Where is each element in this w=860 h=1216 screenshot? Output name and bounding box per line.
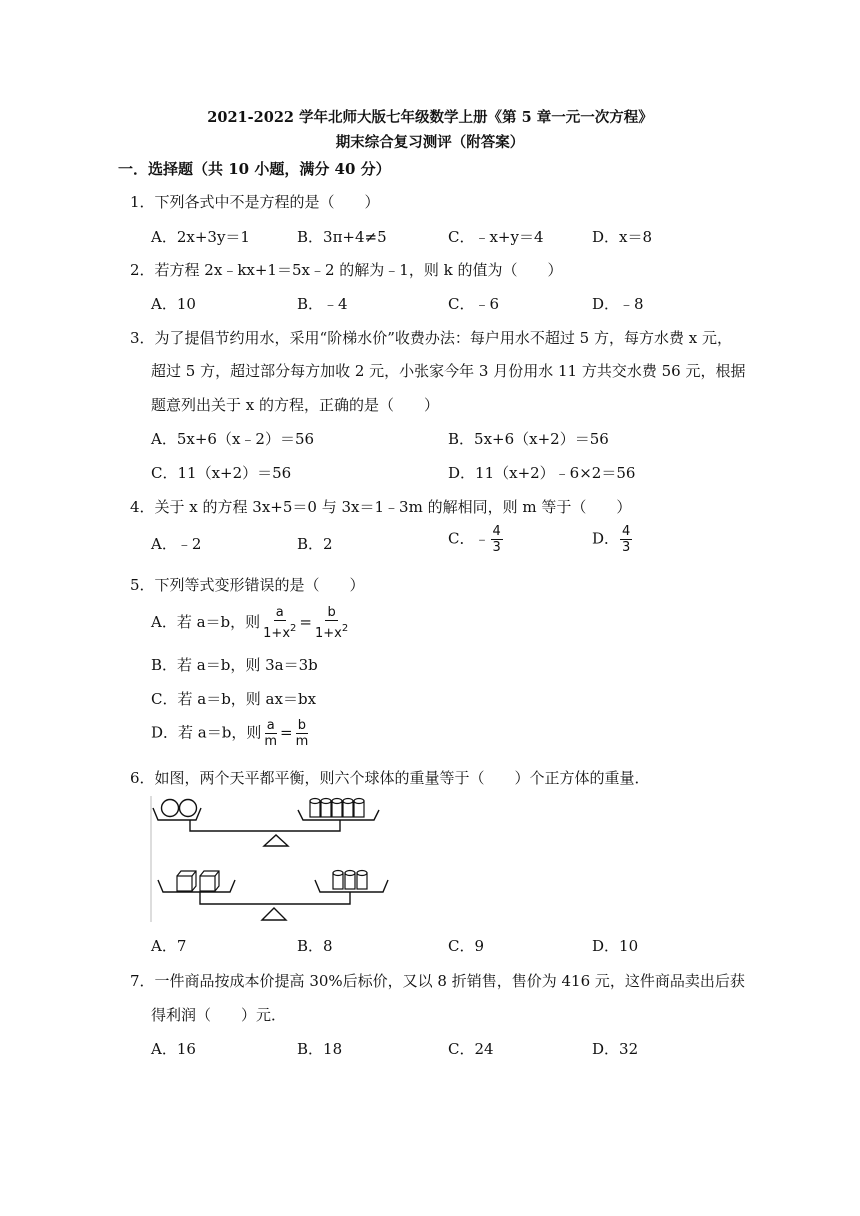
cylinder-top xyxy=(354,799,364,804)
equals-sign: = xyxy=(280,723,293,742)
question-6-stem: 6．如图，两个天平都平衡，则六个球体的重量等于（ ）个正方体的重量． xyxy=(130,769,650,787)
fulcrum-icon xyxy=(262,908,286,920)
question-2-option-c: C．﹣6 xyxy=(448,295,500,313)
question-3-option-b: B．5x+6（x+2）＝56 xyxy=(448,430,609,448)
top-balance-scale xyxy=(153,799,379,847)
fraction-b-over-m xyxy=(294,718,311,749)
question-3-option-c: C．11（x+2）＝56 xyxy=(151,464,292,482)
sphere-icon xyxy=(180,800,197,817)
question-4-stem: 4．关于 x 的方程 3x+5＝0 与 3x＝1﹣3m 的解相同，则 m 等于（ ） xyxy=(130,498,632,516)
question-5-option-a xyxy=(151,605,351,641)
question-1-stem: 1．下列各式中不是方程的是（ ） xyxy=(130,193,380,211)
section-heading: 一．选择题（共 10 小题，满分 40 分） xyxy=(118,160,391,178)
balance-scales-figure xyxy=(150,794,390,924)
question-4-option-d xyxy=(592,524,633,555)
question-3-option-d: D．11（x+2）﹣6×2＝56 xyxy=(448,464,636,482)
cylinder-top xyxy=(321,799,331,804)
cube-icon xyxy=(200,876,215,891)
question-5-stem: 5．下列等式变形错误的是（ ） xyxy=(130,576,365,594)
fraction-four-thirds xyxy=(620,524,632,555)
cylinder-top xyxy=(343,799,353,804)
question-4-option-c xyxy=(448,524,504,555)
exponent: 2 xyxy=(290,623,297,634)
option-label: C． xyxy=(448,529,475,548)
question-2-option-b: B．﹣4 xyxy=(297,295,348,313)
question-4-option-b: B．2 xyxy=(297,535,333,553)
cylinder-top xyxy=(310,799,320,804)
cube-icon xyxy=(177,876,192,891)
question-7-option-a: A．16 xyxy=(151,1040,196,1058)
fraction-numerator: b xyxy=(327,605,336,620)
fraction-negative-four-thirds xyxy=(491,524,503,555)
bottom-balance-scale xyxy=(158,871,388,921)
sphere-icon xyxy=(162,800,179,817)
question-5-option-d xyxy=(151,718,311,749)
fraction-numerator: 4 xyxy=(492,524,501,539)
fraction-denominator: $1+x^2$ xyxy=(314,623,349,641)
cylinder-top xyxy=(345,871,355,876)
question-1-option-c: C．﹣x+y＝4 xyxy=(448,228,544,246)
option-text: D．若 a＝b，则 xyxy=(151,723,262,742)
question-7-stem-line-2: 得利润（ ）元． xyxy=(151,1006,287,1024)
question-7-option-d: D．32 xyxy=(592,1040,639,1058)
beam xyxy=(190,820,340,831)
question-7-option-b: B．18 xyxy=(297,1040,343,1058)
question-3-stem-line-1: 3．为了提倡节约用水，采用“阶梯水价”收费办法：每户用水不超过 5 方，每方水费 x 元， xyxy=(130,329,732,347)
fraction-numerator: b xyxy=(297,718,307,733)
fraction-a-over-1-plus-x-squared xyxy=(261,605,298,641)
page-subtitle: 期末综合复习测评（附答案） xyxy=(335,134,525,151)
question-7-option-c: C．24 xyxy=(448,1040,494,1058)
fraction-a-over-m xyxy=(262,718,279,749)
fraction-denominator: m xyxy=(264,734,278,749)
fraction-numerator: a xyxy=(275,605,284,620)
cylinder-top xyxy=(357,871,367,876)
cylinder-top xyxy=(332,799,342,804)
question-3-option-a: A．5x+6（x﹣2）＝56 xyxy=(151,430,315,448)
question-5-option-b: B．若 a＝b，则 3a＝3b xyxy=(151,656,318,674)
cylinder-top xyxy=(333,871,343,876)
fraction-numerator: a xyxy=(266,718,275,733)
cylinders-group xyxy=(333,871,367,890)
fraction-b-over-1-plus-x-squared xyxy=(313,605,350,641)
cylinders-group xyxy=(310,799,364,818)
question-7-stem-line-1: 7．一件商品按成本价提高 30%后标价，又以 8 折销售，售价为 416 元，这件商品卖出后获 xyxy=(130,972,745,990)
beam xyxy=(200,892,350,904)
fraction-denominator: m xyxy=(295,734,309,749)
question-3-stem-line-3: 题意列出关于 x 的方程，正确的是（ ） xyxy=(151,396,439,414)
question-1-option-b: B．3π+4≠5 xyxy=(297,228,387,246)
fraction-denominator: 3 xyxy=(492,540,501,555)
question-2-stem: 2．若方程 2x﹣kx+1＝5x﹣2 的解为﹣1，则 k 的值为（ ） xyxy=(130,261,563,279)
question-2-option-d: D．﹣8 xyxy=(592,295,644,313)
question-4-option-a: A．﹣2 xyxy=(151,535,202,553)
fraction-numerator: 4 xyxy=(622,524,631,539)
question-5-option-c: C．若 a＝b，则 ax＝bx xyxy=(151,690,317,708)
fraction-denominator: 3 xyxy=(622,540,631,555)
page-title: 2021-2022 学年北师大版七年级数学上册《第 5 章一元一次方程》 xyxy=(207,109,653,126)
question-3-stem-line-2: 超过 5 方，超过部分每方加收 2 元，小张家今年 3 月份用水 11 方共交水费 56 元，根据 xyxy=(151,362,746,380)
cubes-group xyxy=(177,871,219,891)
question-1-option-d: D．x＝8 xyxy=(592,228,653,246)
question-2-option-a: A．10 xyxy=(151,295,196,313)
equals-sign: = xyxy=(299,613,312,631)
fulcrum-icon xyxy=(264,835,288,846)
question-6-option-c: C．9 xyxy=(448,937,485,955)
minus-sign: ﹣ xyxy=(474,529,490,548)
question-1-option-a: A．2x+3y＝1 xyxy=(151,228,250,246)
question-6-option-a: A．7 xyxy=(151,937,187,955)
fraction-denominator: $1+x^2$ xyxy=(263,623,297,641)
option-label: D． xyxy=(592,529,620,548)
option-text: A．若 a＝b，则 xyxy=(151,613,261,631)
question-6-option-d: D．10 xyxy=(592,937,639,955)
exponent: 2 xyxy=(341,623,349,634)
question-6-option-b: B．8 xyxy=(297,937,333,955)
